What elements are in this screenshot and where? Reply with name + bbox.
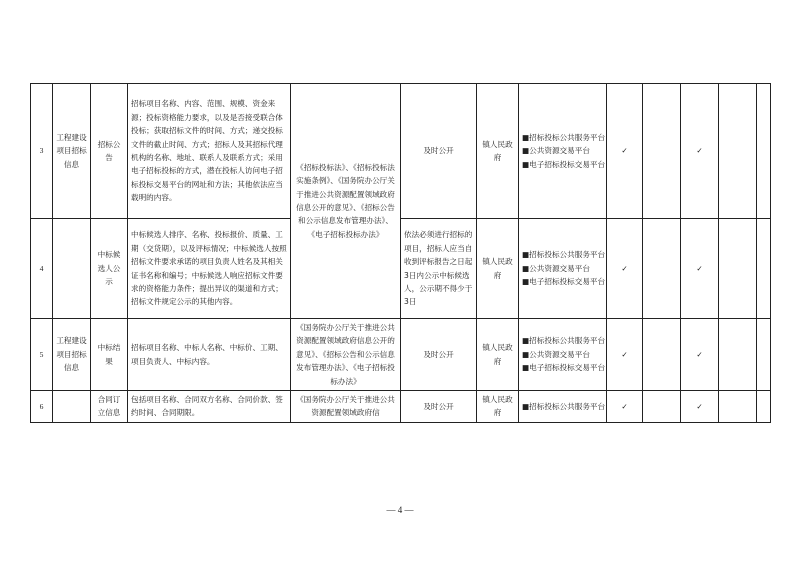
basis-cell: 《国务院办公厅关于推进公共资源配置领域政府信息公开的意见》、《招标公告和公示信息发布管理办法》、《电子招标投标办法》 <box>291 319 401 391</box>
subject-cell: 镇人民政府 <box>477 391 519 423</box>
category-cell <box>53 391 91 423</box>
row-number: 3 <box>31 84 53 219</box>
empty-cell <box>643 219 681 319</box>
channel-item: ■公共资源交易平台 <box>522 349 590 359</box>
channel-cell <box>519 219 607 319</box>
check-mark: ✓ <box>681 219 719 319</box>
empty-cell <box>757 319 771 391</box>
content-cell: 招标项目名称、中标人名称、中标价、工期、项目负责人、中标内容。 <box>128 319 291 391</box>
check-mark: ✓ <box>607 319 643 391</box>
channel-item: ■电子招标投标交易平台 <box>522 159 606 169</box>
subject-cell: 镇人民政府 <box>477 219 519 319</box>
channel-item: ■电子招标投标交易平台 <box>522 363 606 373</box>
row-number: 6 <box>31 391 53 423</box>
row-number: 5 <box>31 319 53 391</box>
channel-item: ■公共资源交易平台 <box>522 146 590 156</box>
empty-cell <box>643 84 681 219</box>
check-mark: ✓ <box>681 391 719 423</box>
empty-cell <box>757 84 771 219</box>
channel-item: ■电子招标投标交易平台 <box>522 277 606 287</box>
channel-item: ■招标投标公共服务平台 <box>522 132 606 142</box>
table-row <box>31 391 771 423</box>
time-cell: 依法必须进行招标的项目，招标人应当自收到评标报告之日起3日内公示中标候选人，公示期不得少于3日 <box>401 219 477 319</box>
channel-cell <box>519 319 607 391</box>
empty-cell <box>757 391 771 423</box>
channel-item: ■招标投标公共服务平台 <box>522 250 606 260</box>
table-row <box>31 219 771 319</box>
check-mark: ✓ <box>607 84 643 219</box>
table-row <box>31 84 771 219</box>
subject-cell: 镇人民政府 <box>477 319 519 391</box>
category-cell: 工程建设项目招标信息 <box>53 319 91 391</box>
category-cell <box>53 219 91 319</box>
channel-item: ■公共资源交易平台 <box>522 263 590 273</box>
empty-cell <box>719 319 757 391</box>
basis-cell: 《招标投标法》、《招标投标法实施条例》、《国务院办公厅关于推进公共资源配置领域政府信息公开的意见》、《招标公告和公示信息发布管理办法》、《电子招标投标办法》 <box>291 84 401 319</box>
empty-cell <box>757 219 771 319</box>
time-cell: 及时公开 <box>401 391 477 423</box>
check-mark: ✓ <box>607 391 643 423</box>
channel-item: ■招标投标公共服务平台 <box>522 336 606 346</box>
content-cell: 中标候选人排序、名称、投标报价、质量、工期（交货期），以及评标情况；中标候选人按照招标文件要求承诺的项目负责人姓名及其相关证书名称和编号；中标候选人响应招标文件要求的资格能力条件；提出异议的渠道和方式；招标文件规定公示的其他内容。 <box>128 219 291 319</box>
item-cell: 合同订立信息 <box>91 391 128 423</box>
time-cell: 及时公开 <box>401 84 477 219</box>
basis-cell: 《国务院办公厅关于推进公共资源配置领域政府信 <box>291 391 401 423</box>
channel-item: ■招标投标公共服务平台 <box>522 401 606 411</box>
disclosure-table <box>30 83 771 423</box>
content-cell: 招标项目名称、内容、范围、规模、资金来源；投标资格能力要求，以及是否接受联合体投标；获取招标文件的时间、方式；递交投标文件的截止时间、方式；招标人及其招标代理机构的名称、地址、联系人及联系方式；采用电子招标投标的方式，潜在投标人访问电子招标投标交易平台的网址和方法；其他依法应当载明的内容。 <box>128 84 291 219</box>
subject-cell: 镇人民政府 <box>477 84 519 219</box>
check-mark: ✓ <box>681 84 719 219</box>
item-cell: 中标候选人公示 <box>91 219 128 319</box>
check-mark: ✓ <box>681 319 719 391</box>
empty-cell <box>719 391 757 423</box>
empty-cell <box>719 219 757 319</box>
content-cell: 包括项目名称、合同双方名称、合同价款、签约时间、合同期限。 <box>128 391 291 423</box>
channel-cell <box>519 84 607 219</box>
item-cell: 中标结果 <box>91 319 128 391</box>
item-cell: 招标公告 <box>91 84 128 219</box>
row-number: 4 <box>31 219 53 319</box>
empty-cell <box>719 84 757 219</box>
table-row <box>31 319 771 391</box>
category-cell: 工程建设项目招标信息 <box>53 84 91 219</box>
empty-cell <box>643 391 681 423</box>
time-cell: 及时公开 <box>401 319 477 391</box>
page-number: — 4 — <box>386 505 414 515</box>
check-mark: ✓ <box>607 219 643 319</box>
channel-cell <box>519 391 607 423</box>
empty-cell <box>643 319 681 391</box>
